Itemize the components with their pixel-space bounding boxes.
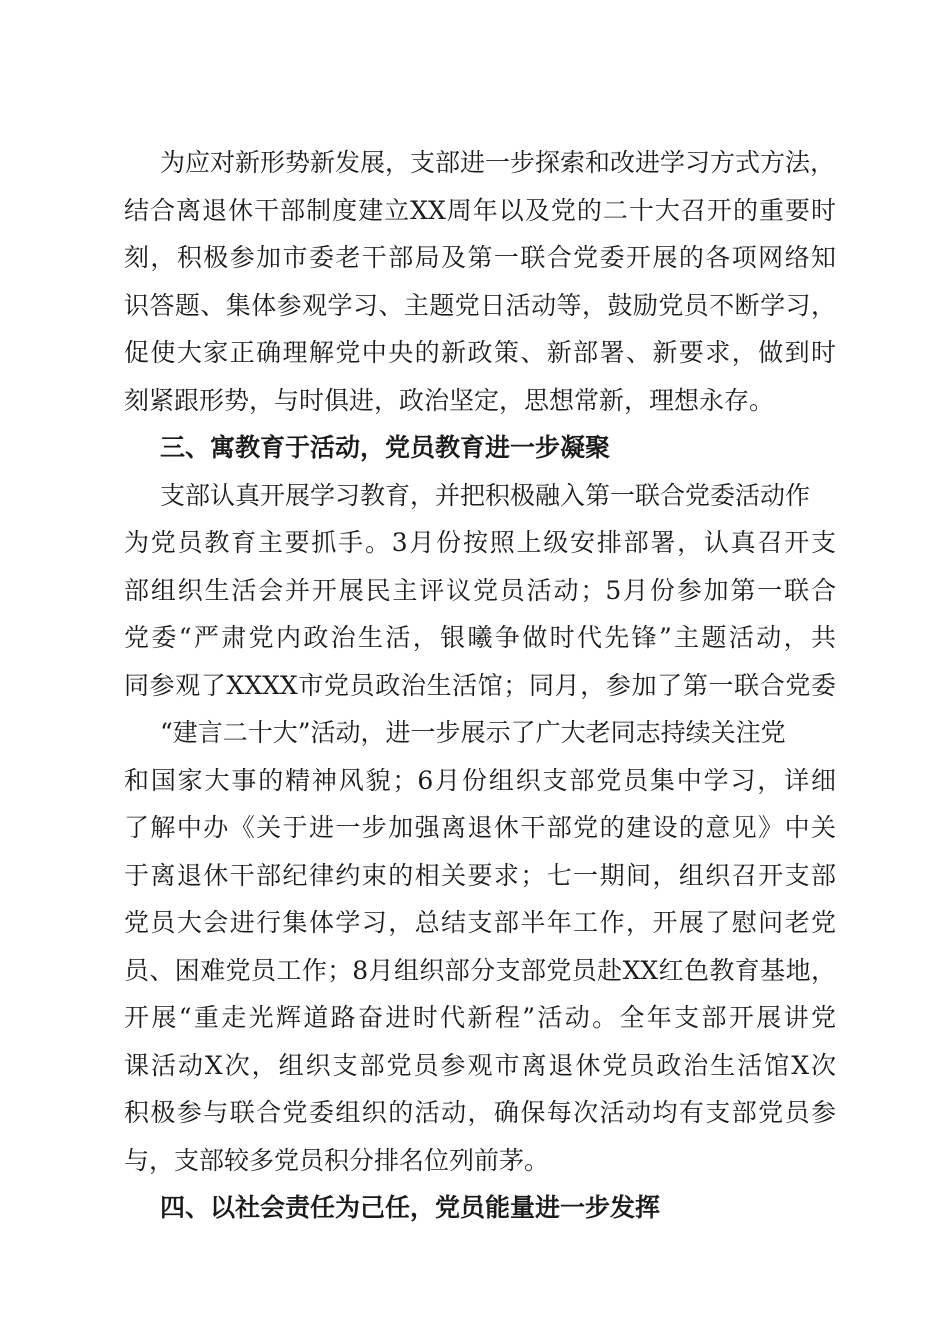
paragraph-2-line-4: 党委“严肃党内政治生活，银曦争做时代先锋”主题活动，共 [124, 623, 836, 652]
paragraph-2-line-5: 同参观了XXXX市党员政治生活馆；同月，参加了第一联合党委 [124, 671, 836, 700]
paragraph-2-line-10: 党员大会进行集体学习，总结支部半年工作，开展了慰问老党 [124, 908, 836, 937]
paragraph-1-line-6: 刻紧跟形势，与时俱进，政治坚定，思想常新，理想永存。 [124, 386, 775, 415]
paragraph-2-line-13: 课活动X次，组织支部党员参观市离退休党员政治生活馆X次 [124, 1051, 836, 1080]
paragraph-1-line-4: 识答题、集体参观学习、主题党日活动等，鼓励党员不断学习， [124, 291, 836, 320]
paragraph-1-line-3: 刻，积极参加市委老干部局及第一联合党委开展的各项网络知 [124, 243, 836, 272]
section-heading-3: 三、寓教育于活动，党员教育进一步凝聚 [160, 433, 611, 462]
paragraph-2-line-3: 部组织生活会并开展民主评议党员活动；5月份参加第一联合 [124, 576, 836, 605]
paragraph-2-line-7: 和国家大事的精神风貌；6月份组织支部党员集中学习，详细 [124, 766, 836, 795]
paragraph-1-line-2: 结合离退休干部制度建立XX周年以及党的二十大召开的重要时 [124, 196, 836, 225]
paragraph-2-line-15: 与，支部较多党员积分排名位列前茅。 [124, 1146, 550, 1175]
paragraph-2-line-1: 支部认真开展学习教育，并把积极融入第一联合党委活动作 [160, 481, 811, 510]
paragraph-2-line-11: 员、困难党员工作；8月组织部分支部党员赴XX红色教育基地， [124, 956, 836, 985]
paragraph-2-line-12: 开展“重走光辉道路奋进时代新程”活动。全年支部开展讲党 [124, 1003, 836, 1032]
paragraph-1-line-5: 促使大家正确理解党中央的新政策、新部署、新要求，做到时 [124, 338, 836, 367]
paragraph-1-line-1: 为应对新形势新发展，支部进一步探索和改进学习方式方法， [160, 148, 836, 177]
paragraph-2-line-2: 为党员教育主要抓手。3月份按照上级安排部署，认真召开支 [124, 528, 836, 557]
paragraph-2-line-14: 积极参与联合党委组织的活动，确保每次活动均有支部党员参 [124, 1098, 836, 1127]
paragraph-2-line-9: 于离退休干部纪律约束的相关要求；七一期间，组织召开支部 [124, 861, 836, 890]
paragraph-2-line-8: 了解中办《关于进一步加强离退休干部党的建设的意见》中关 [124, 813, 836, 842]
paragraph-2-line-6: “建言二十大”活动，进一步展示了广大老同志持续关注党 [160, 718, 786, 747]
section-heading-4: 四、以社会责任为己任，党员能量进一步发挥 [160, 1193, 661, 1222]
